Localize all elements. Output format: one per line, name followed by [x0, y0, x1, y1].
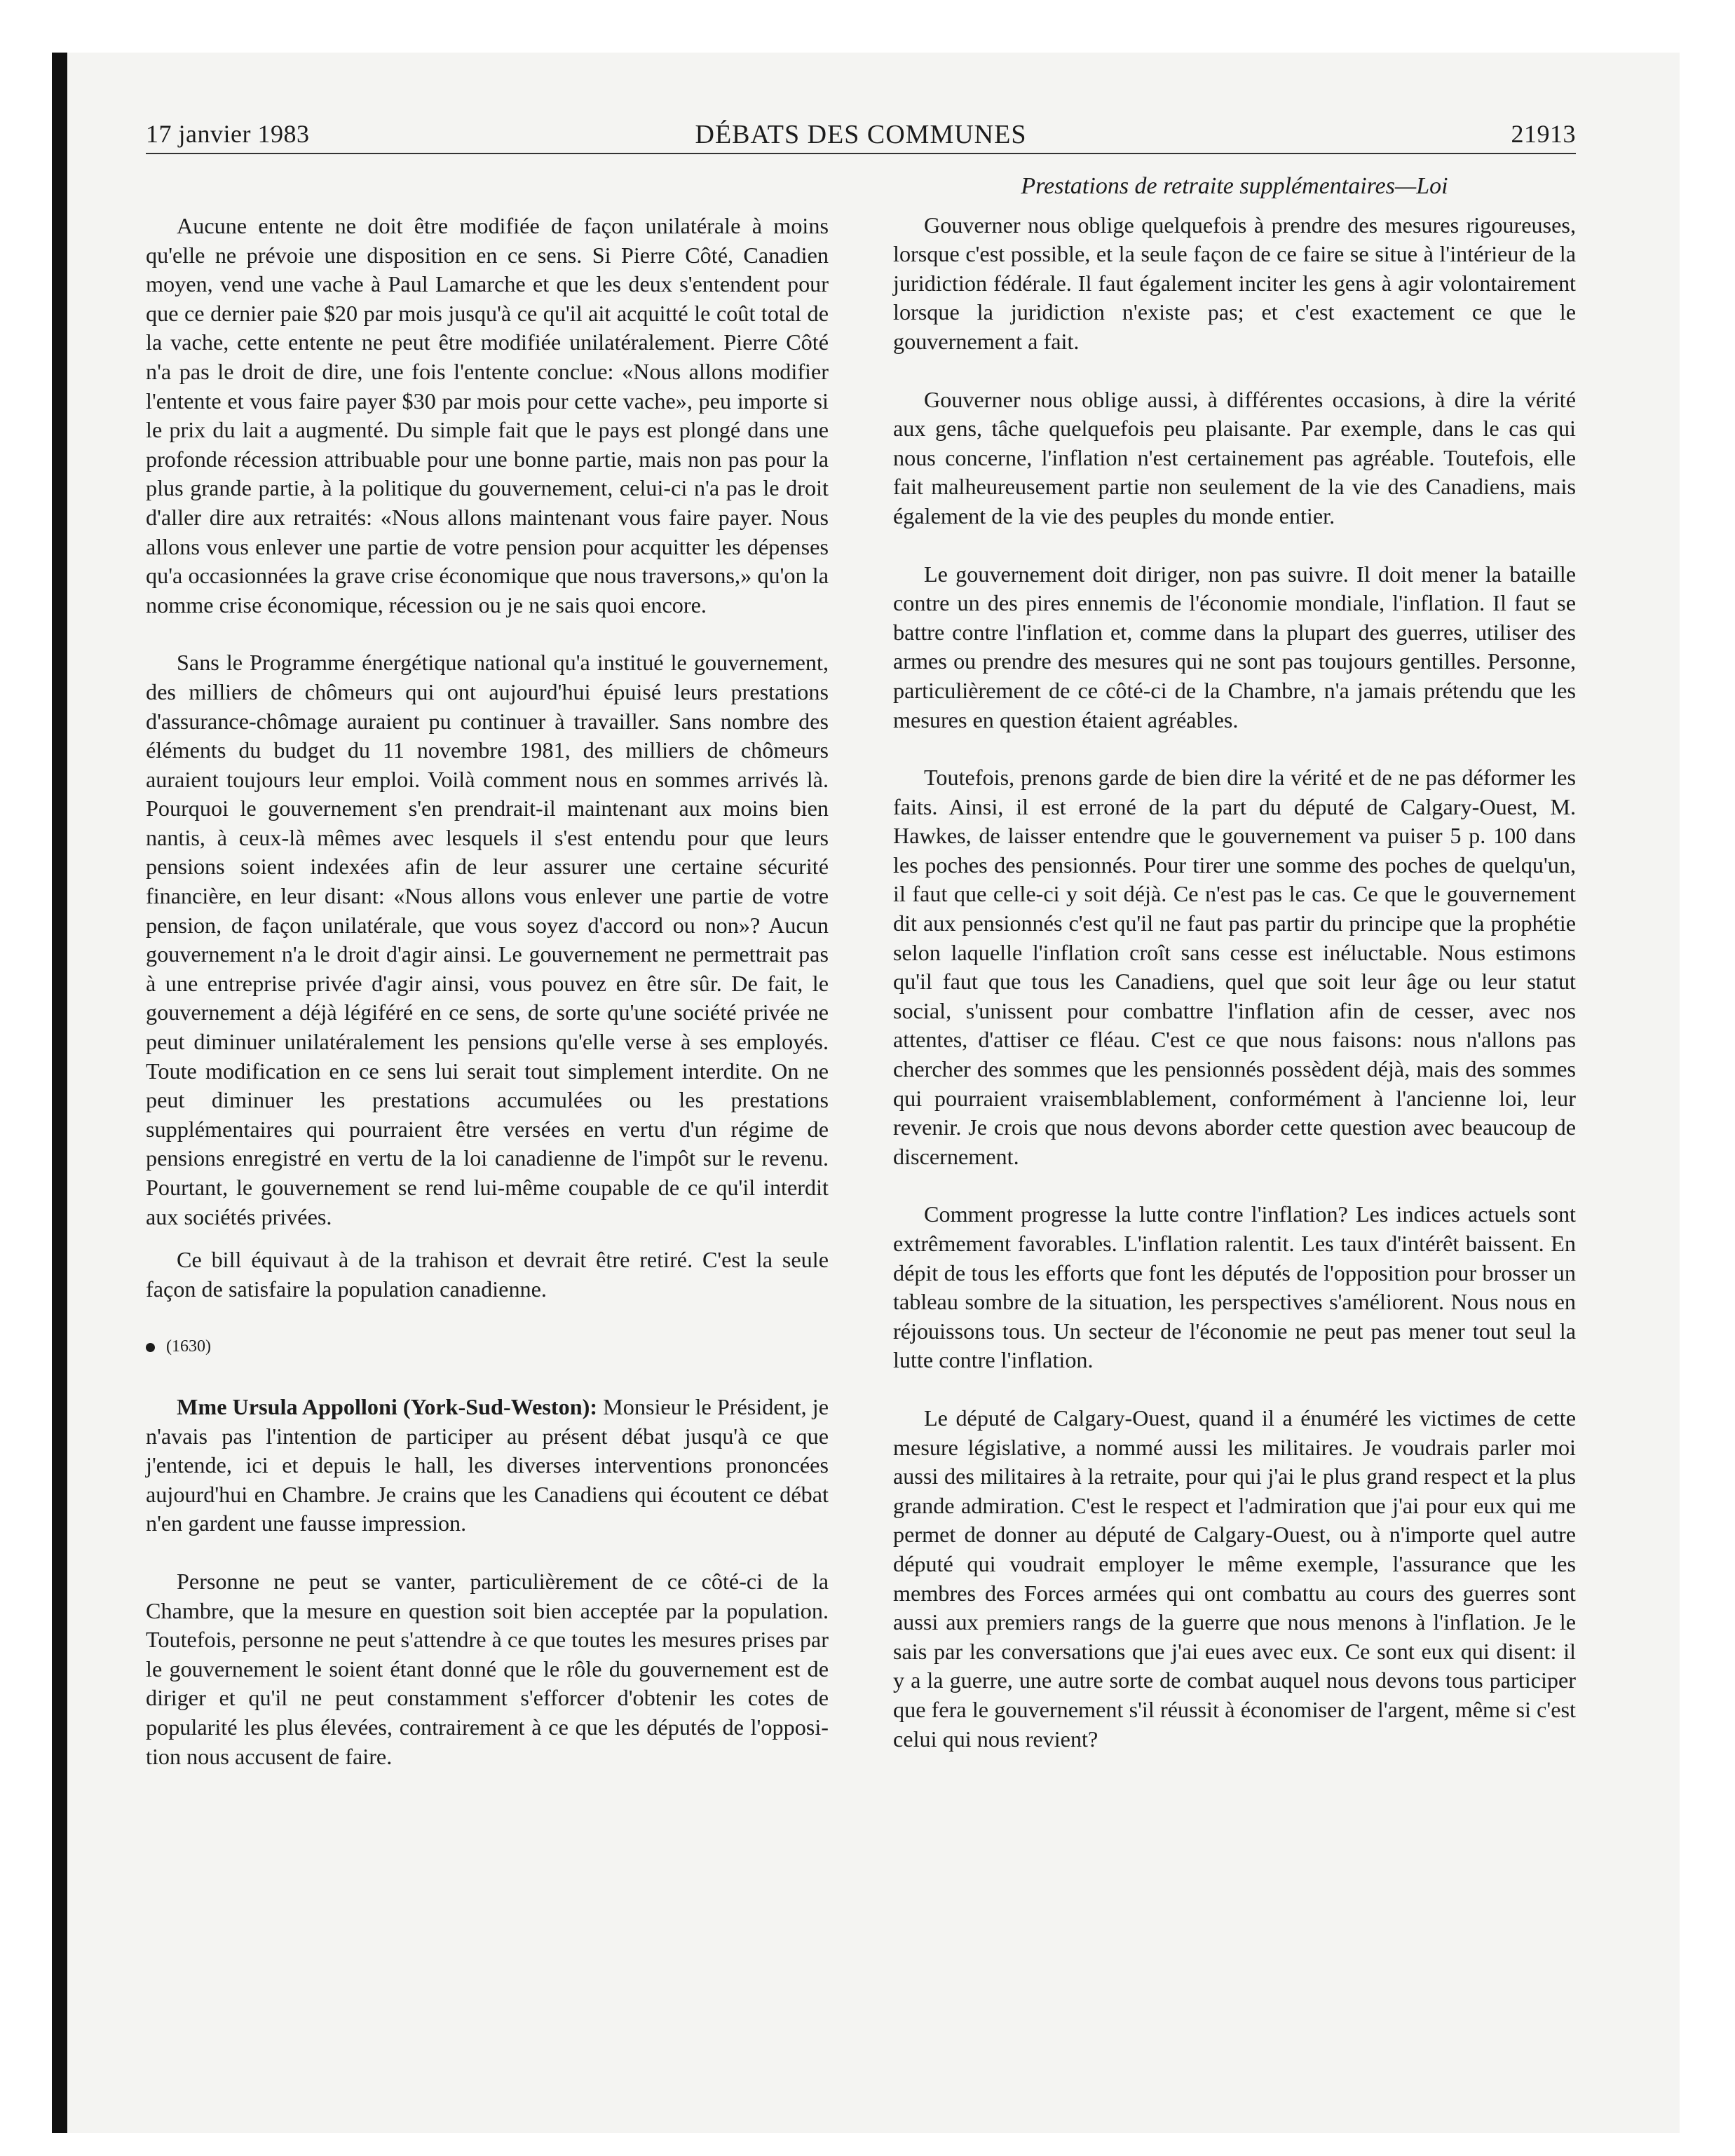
header-page-number: 21913: [1511, 120, 1576, 148]
paragraph: Ce bill équivaut à de la trahison et devrait être retiré. C'est la seule façon de satisfaire la population canadienne.: [146, 1247, 829, 1302]
left-column: [146, 212, 829, 1800]
header-date: 17 janvier 1983: [146, 120, 310, 148]
section-title: Prestations de retraite supplémentaires—Loi: [1021, 173, 1448, 199]
speaker-paragraph: [146, 1393, 829, 1538]
page-header: [146, 119, 1576, 156]
header-rule: [146, 153, 1576, 154]
paragraph: Personne ne peut se vanter, particulièrement de ce côté-ci de la Chambre, que la mesure en question soit bien acceptée par la population. Toutefois, personne ne peut s'attendre à ce que toutes les mesures prises par le gouvernement le soient étant donné que le rôle du gouvernement est de diriger et qu'il ne peut constamment s'efforcer d'obtenir les cotes de popularité les plus élevées, contrairement à ce que les députés de l'opposition nous accusent de faire.: [146, 1568, 829, 1769]
speaker-text: Monsieur le Président, je n'avais pas l'intention de participer au présent débat jusqu'à ce que j'entende, ici et depuis le hall, les diverses interventions prononcées aujourd'hui en Chambre. Je crains que les Canadiens qui écoutent ce débat n'en gardent une fausse impression.: [146, 1393, 829, 1536]
paragraph: Sans le Programme énergétique national qu'a institué le gouvernement, des milliers de chômeurs qui ont aujourd'hui épuisé leurs prestations d'assurance-chômage auraient pu continuer à travailler. Sans nombre des éléments du budget du 11 novembre 1981, des milliers de chômeurs auraient toujours leur emploi. Voilà comment nous en sommes arrivés là. Pourquoi le gouvernement s'en prendrait-il maintenant aux moins bien nantis, à ceux-là mêmes avec lesquels il s'est entendu pour que leurs pensions soient indexées afin de leur assurer une certaine sécurité financière, en leur disant: «Nous allons vous enlever une partie de votre pension, de façon unilatérale, que vous soyez d'accord ou non»? Aucun gouvernement n'a le droit d'agir ainsi. Le gouvernement ne permettrait pas à une entreprise privée d'agir ainsi, vous pouvez en être sûr. De fait, le gouvernement a déjà légiféré en ce sens, de sorte qu'une société privée ne peut diminuer unilatéralement les pensions qu'elle verse à ses employés. Toute modification en ce sens lui serait tout simplement interdite. On ne peut diminuer les prestations accumulées ou les prestations supplémentaires qui pourraient être versées en vertu d'un régime de pensions enregistré en vertu de la loi canadienne de l'impôt sur le revenu. Pourtant, le gouvernement se rend lui-même coupable de ce qu'il interdit aux sociétés privées.: [146, 650, 829, 1229]
right-column: [893, 172, 1576, 1782]
time-marker-text: (1630): [166, 1337, 211, 1356]
time-marker: [146, 1332, 829, 1362]
paragraph: Gouverner nous oblige quelquefois à prendre des mesures rigoureuses, lorsque c'est possible, et la seule façon de ce faire se situe à l'intérieur de la juridiction fédérale. Il faut également inciter les gens à agir volontairement lorsque la juridiction n'existe pas; et c'est exactement ce que le gouvernement a fait.: [893, 212, 1576, 354]
bullet-icon: [146, 1343, 155, 1352]
paragraph: Comment progresse la lutte contre l'inflation? Les indices actuels sont extrêmement favorables. L'inflation ralentit. Les taux d'intérêt baissent. En dépit de tous les efforts que font les députés de l'opposition pour brosser un tableau sombre de la situation, les perspectives s'améliorent. Nous nous en réjouissons tous. Un secteur de l'économie ne peut pas mener tout seul la lutte contre l'inflation.: [893, 1201, 1576, 1373]
paragraph: Le député de Calgary-Ouest, quand il a énuméré les victimes de cette mesure législative, a nommé aussi les militaires. Je voudrais parler moi aussi des militaires à la retraite, pour qui j'ai le plus grand respect et la plus grande admiration. C'est le respect et l'admiration que j'ai pour eux qui me permet de donner au député de Calgary-Ouest, ou à n'importe quel autre député qui voudrait employer le même exemple, l'assurance que les membres des Forces armées qui ont combattu au cours des guerres sont aussi aux premiers rangs de la guerre que nous menons à l'inflation. Je le sais par les conversations que j'ai eues avec eux. Ce sont eux qui disent: il y a la guerre, une autre sorte de combat auquel nous devons tous participer que fera le gouvernement s'il réussit à économiser de l'argent, même si c'est celui qui nous revient?: [893, 1405, 1576, 1752]
scan-edge-bar: [52, 53, 67, 2133]
paragraph: Aucune entente ne doit être modifiée de façon unilatérale à moins qu'elle ne prévoie une disposition en ce sens. Si Pierre Côté, Canadien moyen, vend une vache à Paul Lamarche et que les deux s'entendent pour que ce dernier paie $20 par mois jusqu'à ce qu'il ait acquitté le coût total de la vache, cette entente ne peut être modifiée unilatéralement. Pierre Côté n'a pas le droit de dire, une fois l'entente conclue: «Nous allons modifier l'entente et vous faire payer $30 par mois pour cette vache», peu importe si le prix du lait a augmenté. Du simple fait que le pays est plongé dans une profonde récession attribuable pour une bonne partie, mais non pas pour la plus grande partie, à la politique du gouvernement, celui-ci n'a pas le droit d'aller dire aux retraités: «Nous allons maintenant vous faire payer. Nous allons vous enlever une partie de votre pension pour acquitter les dépenses qu'a occasionnées la grave crise économique que nous traversons,» qu'on la nomme crise économique, récession ou je ne sais quoi encore.: [146, 213, 829, 618]
paragraph: Gouverner nous oblige aussi, à différentes occasions, à dire la vérité aux gens, tâche quelquefois peu plaisante. Par exemple, dans le cas qui nous concerne, l'inflation n'est certainement pas agréable. Toutefois, elle fait malheureusement partie non seulement de la vie des Canadiens, mais également de la vie des peuples du monde entier.: [893, 386, 1576, 528]
speaker-name: Mme Ursula Appolloni (York-Sud-Weston):: [177, 1393, 598, 1419]
paragraph: Le gouvernement doit diriger, non pas suivre. Il doit mener la bataille contre un des pires ennemis de l'économie mondiale, l'inflation. Il faut se battre contre l'inflation et, comme dans la plupart des guerres, utiliser des armes ou prendre des mesures qui ne sont pas toujours gentilles. Personne, particulièrement de ce côté-ci de la Chambre, n'a jamais prétendu que les mesures en question étaient agréables.: [893, 561, 1576, 732]
header-publication: DÉBATS DES COMMUNES: [695, 120, 1027, 149]
paragraph: Toutefois, prenons garde de bien dire la vérité et de ne pas déformer les faits. Ainsi, il est erroné de la part du député de Calgary-Ouest, M. Hawkes, de laisser entendre que le gouvernement va puiser 5 p. 100 dans les poches des pensionnés. Pour tirer une somme des poches de quelqu'un, il faut que celle-ci y soit déjà. Ce n'est pas le cas. Ce que le gouvernement dit aux pensionnés c'est qu'il ne faut pas partir du principe que la prophétie selon laquelle l'inflation croît sans cesse est inéluctable. Nous estimons qu'il faut que tous les Canadiens, quel que soit leur âge ou leur statut social, s'unissent pour combattre l'inflation afin de cesser, avec nos attentes, d'attiser ce fléau. C'est ce que nous faisons: nous n'allons pas chercher des sommes que les pensionnés possèdent déjà, mais des sommes qui pourraient vraisemblablement, conformément à l'ancienne loi, leur revenir. Je crois que nous devons aborder cette question avec beaucoup de discernement.: [893, 765, 1576, 1169]
